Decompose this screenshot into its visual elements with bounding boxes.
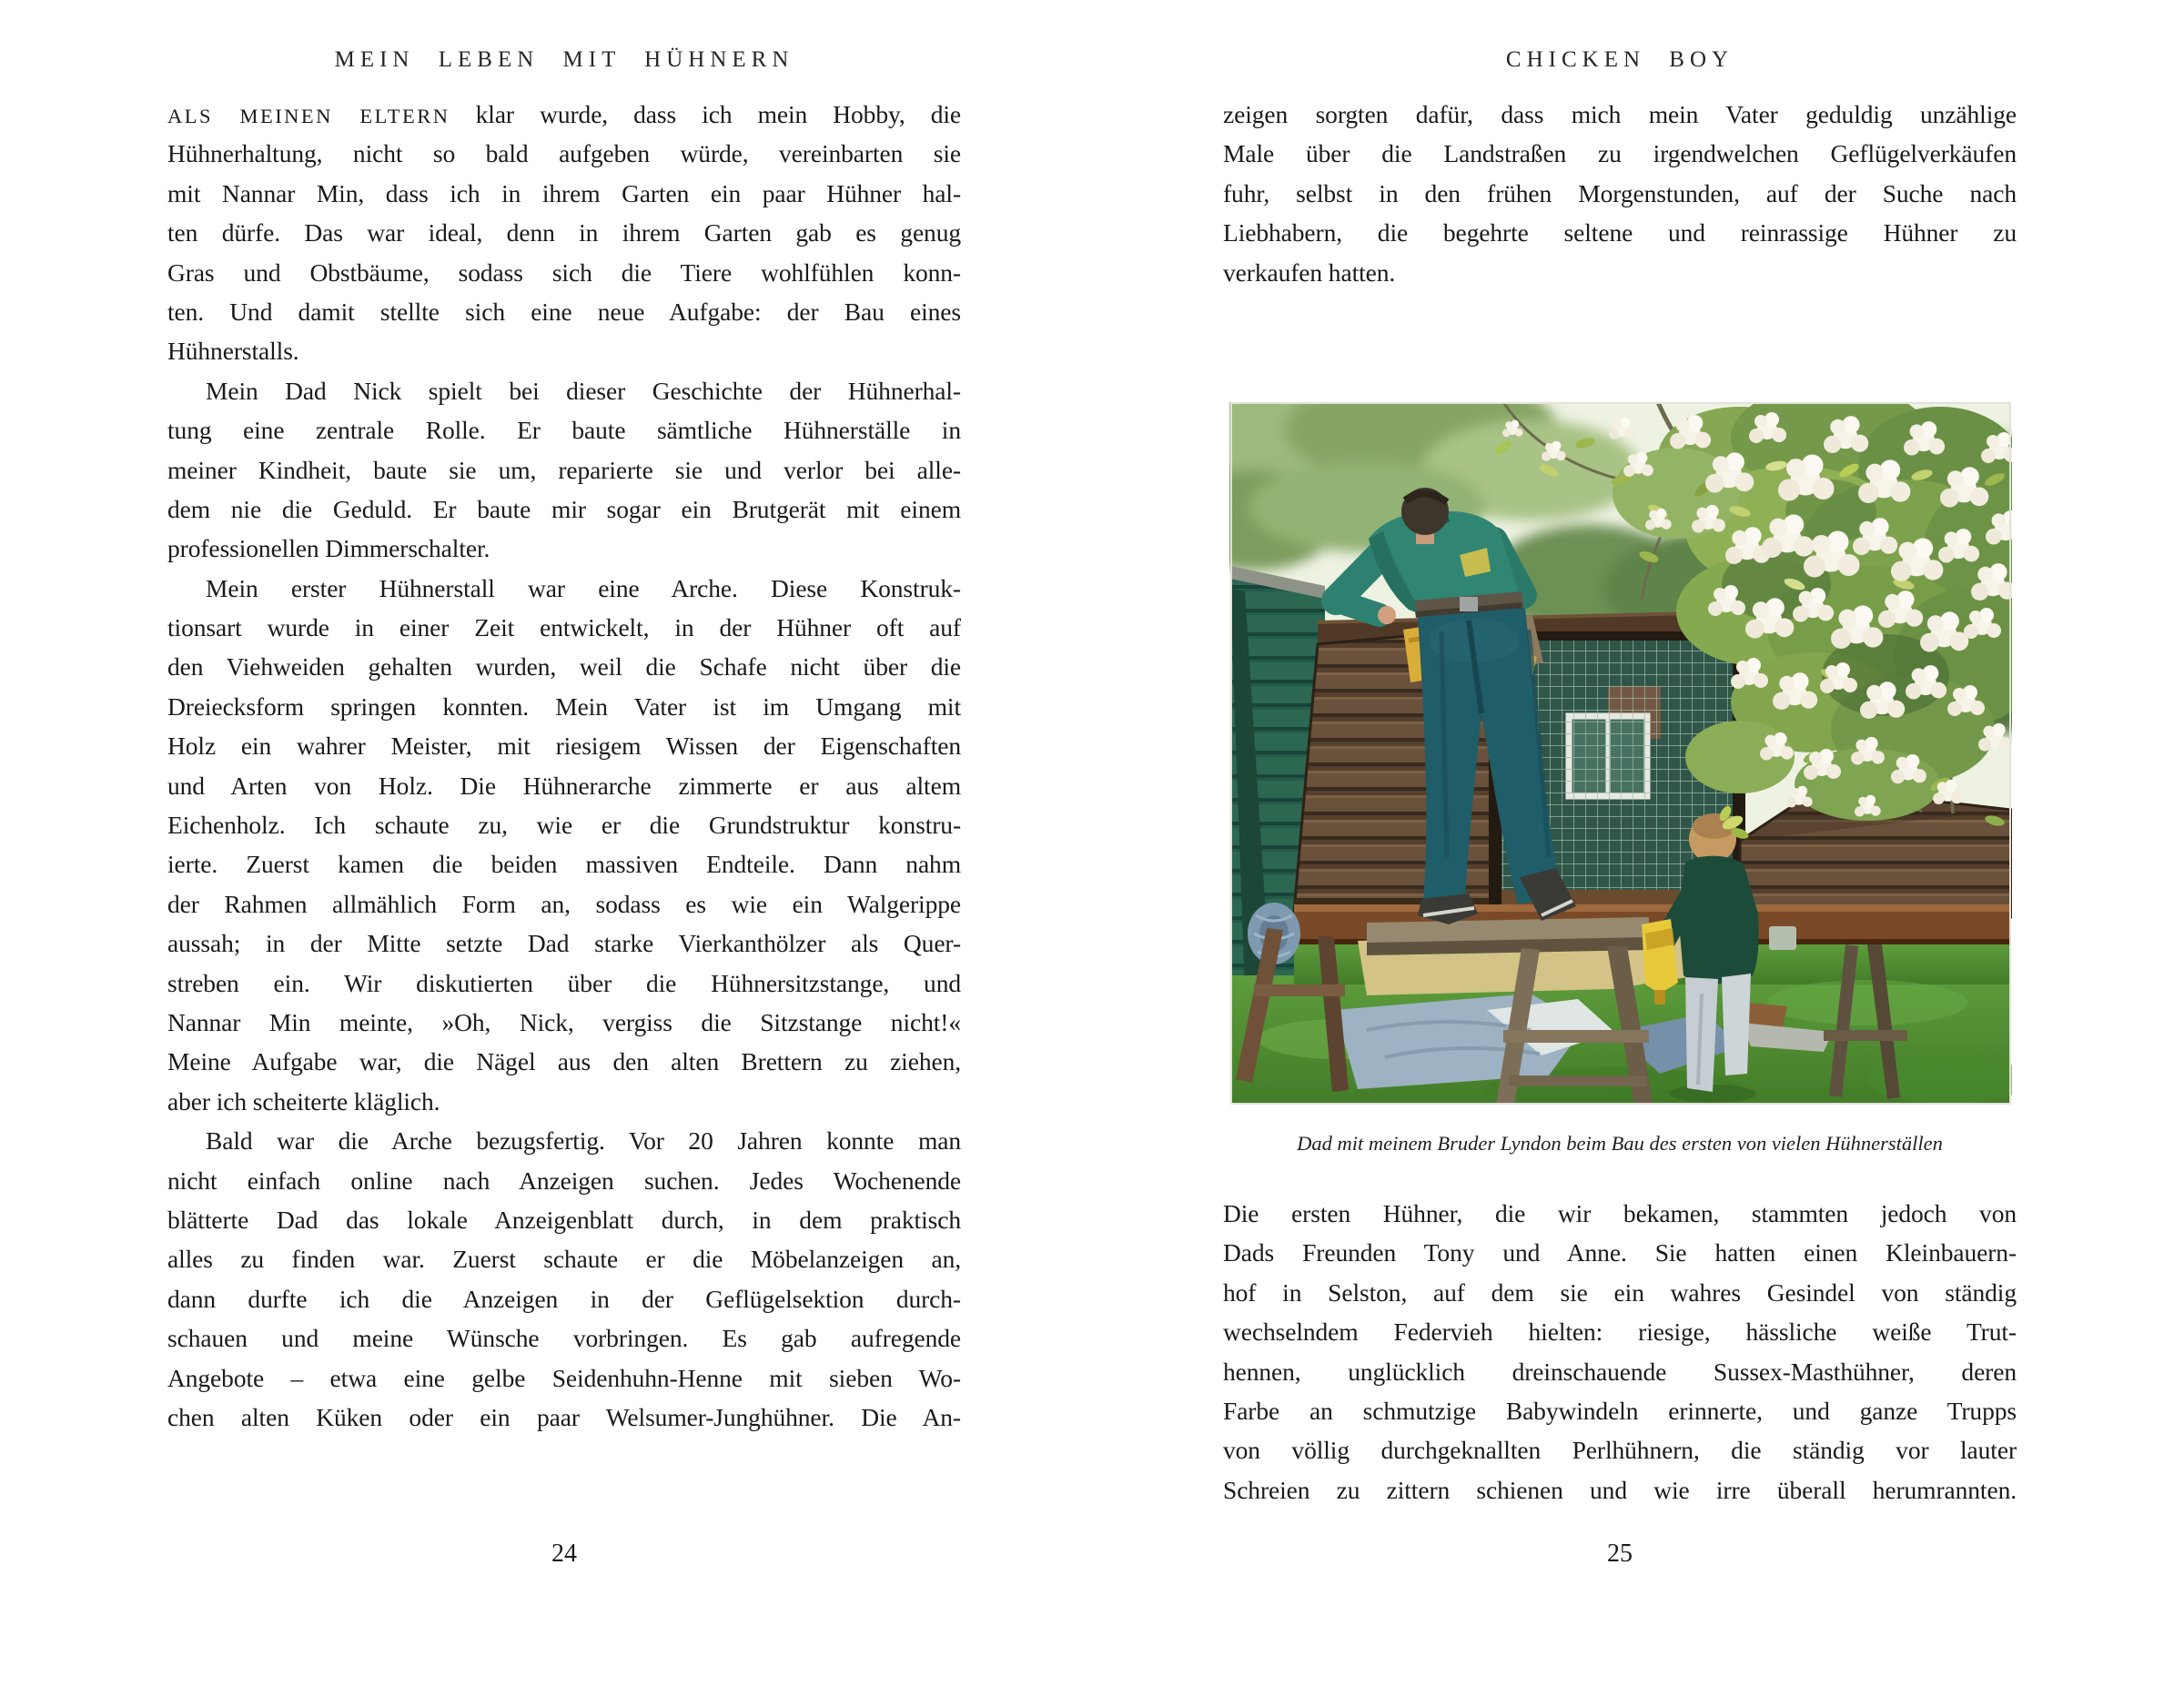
photo-illustration <box>1229 402 2012 1105</box>
tub <box>1769 926 1796 950</box>
text-line: alles zu finden war. Zuerst schaute er die Möbelanzeigen an, <box>167 1245 961 1274</box>
text-line: dem nie die Geduld. Er baute mir sogar ein Brutgerät mit einem <box>167 494 961 523</box>
text-line: hennen, unglücklich dreinschauende Sussex-Masthühner, deren <box>1223 1357 2017 1386</box>
paragraph <box>167 569 961 1121</box>
text-line: Gras und Obstbäume, sodass sich die Tiere wohlfühlen konn- <box>167 257 961 287</box>
text-line: Die ersten Hühner, die wir bekamen, stammten jedoch von <box>1223 1199 2017 1227</box>
text-line: ten dürfe. Das war ideal, denn in ihrem Garten gab es genug <box>167 218 961 247</box>
running-head-left: MEIN LEBEN MIT HÜHNERN <box>334 47 794 72</box>
text-line: tung eine zentrale Rolle. Er baute sämtliche Hühnerställe in <box>167 416 961 445</box>
text-line: und Arten von Holz. Die Hühnerarche zimmerte er aus altem <box>167 771 961 800</box>
text-line: meiner Kindheit, baute sie um, reparierte sie und verlor bei alle- <box>167 455 961 484</box>
photo-figure <box>1229 402 2012 1105</box>
photo-caption: Dad mit meinem Bruder Lyndon beim Bau des ersten von vielen Hühnerställen <box>1297 1132 1943 1155</box>
text-line: aber ich scheiterte kläglich. <box>167 1086 440 1116</box>
text-line: aussah; in der Mitte setzte Dad starke Vierkanthölzer als Quer- <box>167 929 961 958</box>
body-text-left <box>167 95 961 1437</box>
paragraph <box>167 1121 961 1437</box>
text-line: Schreien zu zittern schienen und wie irre überall herumrannten. <box>1223 1475 2017 1504</box>
smallcaps-lead: ALS MEINEN ELTERN <box>167 105 450 127</box>
text-line: streben ein. Wir diskutierten über die Hühnersitzstange, und <box>167 968 961 997</box>
text-line: Dreiecksform springen konnten. Mein Vater ist im Umgang mit <box>167 692 961 721</box>
text-line: ALS MEINEN ELTERN klar wurde, dass ich mein Hobby, die <box>167 100 961 128</box>
text-line: blätterte Dad das lokale Anzeigenblatt durch, in dem praktisch <box>167 1205 961 1234</box>
page-number-right: 25 <box>1607 1540 1633 1568</box>
text-line: ten. Und damit stellte sich eine neue Aufgabe: der Bau eines <box>167 297 961 326</box>
paragraph <box>167 371 961 569</box>
text-line: tionsart wurde in einer Zeit entwickelt, in der Hühner oft auf <box>167 613 961 642</box>
text-line: dann durfte ich die Anzeigen in der Geflügelsektion durch- <box>167 1284 961 1313</box>
text-line: Bald war die Arche bezugsfertig. Vor 20 Jahren konnte man <box>206 1126 961 1156</box>
text-line: von völlig durchgeknallten Perlhühnern, die ständig vor lauter <box>1223 1436 2017 1465</box>
text-line: nicht einfach online nach Anzeigen suchen. Jedes Wochenende <box>167 1166 961 1195</box>
text-line: chen alten Küken oder ein paar Welsumer-Junghühner. Die An- <box>167 1402 961 1431</box>
text-line: Eichenholz. Ich schaute zu, wie er die Grundstruktur konstru- <box>167 811 961 840</box>
text-line: Hühnerhaltung, nicht so bald aufgeben würde, vereinbarten sie <box>167 139 961 168</box>
body-text-right-bottom <box>1223 1194 2017 1509</box>
text-line: Nannar Min meinte, »Oh, Nick, vergiss die Sitzstange nicht!« <box>167 1007 961 1036</box>
text-line: verkaufen hatten. <box>1223 257 1396 287</box>
text-line: Male über die Landstraßen zu irgendwelchen Geflügelverkäufen <box>1223 139 2017 168</box>
body-text-right-top <box>1223 95 2017 292</box>
text-line: Hühnerstalls. <box>167 337 299 366</box>
text-line: zeigen sorgten dafür, dass mich mein Vater geduldig unzählige <box>1223 100 2017 128</box>
text-line: Liebhabern, die begehrte seltene und reinrassige Hühner zu <box>1223 218 2017 247</box>
text-line: fuhr, selbst in den frühen Morgenstunden, auf der Suche nach <box>1223 178 2017 207</box>
text-line: Meine Aufgabe war, die Nägel aus den alten Brettern zu ziehen, <box>167 1047 961 1076</box>
text-line: Mein Dad Nick spielt bei dieser Geschichte der Hühnerhal- <box>206 376 961 405</box>
text-line: Dads Freunden Tony und Anne. Sie hatten einen Kleinbauern- <box>1223 1238 2017 1267</box>
text-line: hof in Selston, auf dem sie ein wahres Gesindel von ständig <box>1223 1277 2017 1307</box>
text-line: professionellen Dimmerschalter. <box>167 534 490 563</box>
paragraph <box>1223 95 2017 292</box>
running-head-right: CHICKEN BOY <box>1505 47 1734 72</box>
text-line: Farbe an schmutzige Babywindeln erinnerte, und ganze Trupps <box>1223 1396 2017 1425</box>
text-line: wechselndem Federvieh hielten: riesige, hässliche weiße Trut- <box>1223 1318 2017 1347</box>
text-line: den Viehweiden gehalten wurden, weil die Schafe nicht über die <box>167 652 961 681</box>
text-line: schauen und meine Wünsche vorbringen. Es gab aufregende <box>167 1324 961 1353</box>
paragraph <box>1223 1194 2017 1509</box>
text-line: mit Nannar Min, dass ich in ihrem Garten ein paar Hühner hal- <box>167 178 961 207</box>
text-line: der Rahmen allmählich Form an, sodass es wie ein Walgerippe <box>167 889 961 918</box>
page-number-left: 24 <box>551 1540 577 1568</box>
text-line: Angebote – etwa eine gelbe Seidenhuhn-Henne mit sieben Wo- <box>167 1363 961 1392</box>
text-line: Mein erster Hühnerstall war eine Arche. Diese Konstruk- <box>206 573 961 602</box>
text-line: ierte. Zuerst kamen die beiden massiven Endteile. Dann nahm <box>167 850 961 879</box>
text-line: Holz ein wahrer Meister, mit riesigem Wissen der Eigenschaften <box>167 732 961 761</box>
paragraph <box>167 95 961 371</box>
